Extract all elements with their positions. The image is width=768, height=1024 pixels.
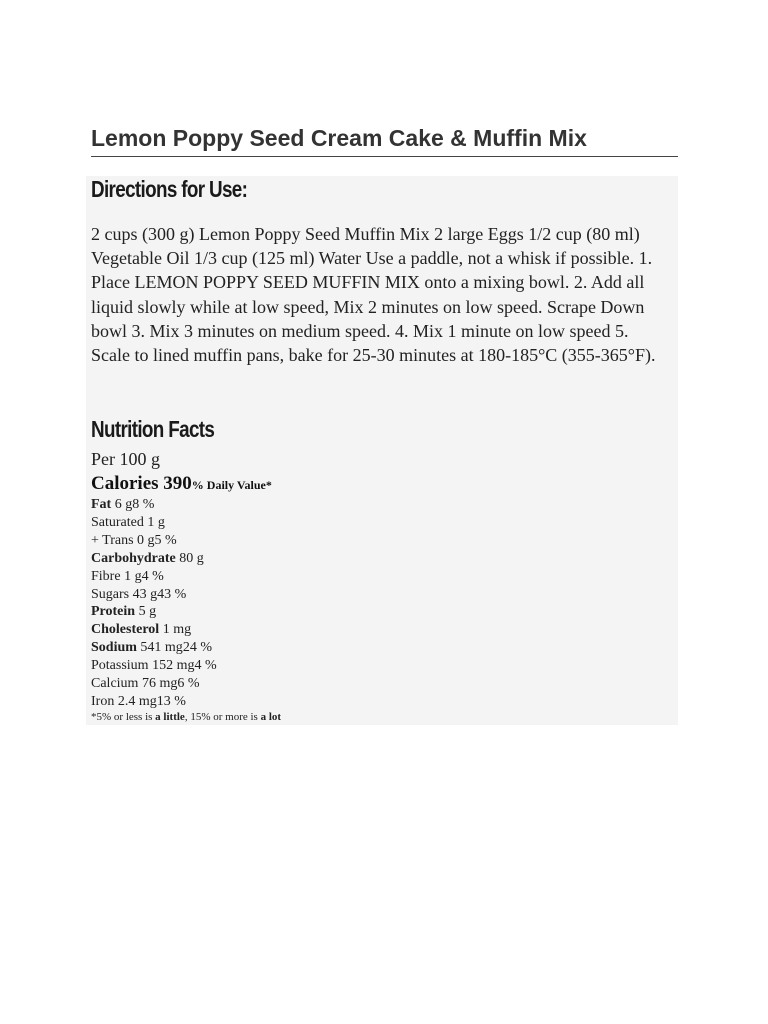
nutrient-dv: 6 % <box>177 676 200 692</box>
nutrient-row <box>91 621 217 639</box>
nutrient-label: Sugars <box>91 586 130 602</box>
nutrient-label: Calcium <box>91 676 139 692</box>
nutrient-amount: 1 g <box>120 568 142 584</box>
nutrient-amount: 5 g <box>135 604 157 620</box>
nutrient-label: Carbohydrate <box>91 550 176 566</box>
nutrient-row <box>91 603 217 621</box>
nutrient-amount: 0 g <box>133 532 155 548</box>
footnote <box>91 711 281 723</box>
nutrition-heading: Nutrition Facts <box>91 416 215 442</box>
nutrient-amount: 43 g <box>129 586 158 602</box>
nutrient-row <box>91 496 217 514</box>
nutrient-amount: 1 mg <box>159 622 192 638</box>
footnote-prefix: *5% or less is <box>91 711 156 723</box>
nutrient-row <box>91 532 217 550</box>
nutrient-dv: 4 % <box>194 658 217 674</box>
nutrient-amount: 541 mg <box>136 640 183 656</box>
nutrient-row <box>91 639 217 657</box>
calories-row <box>91 473 272 495</box>
page-title: Lemon Poppy Seed Cream Cake & Muffin Mix <box>91 122 678 157</box>
nutrient-row <box>91 657 217 675</box>
nutrient-label: Sodium <box>91 640 137 656</box>
nutrient-dv: 8 % <box>132 497 155 512</box>
nutrient-amount: 76 mg <box>138 676 178 692</box>
footnote-middle: , 15% or more is <box>184 711 261 723</box>
calories-value: Calories 390 <box>91 473 192 494</box>
nutrient-label: Protein <box>91 604 136 620</box>
nutrient-dv: 43 % <box>157 586 187 602</box>
nutrient-label: Potassium <box>91 658 149 674</box>
nutrient-row <box>91 514 217 532</box>
nutrient-amount: 2.4 mg <box>114 693 157 709</box>
nutrient-amount: 152 mg <box>148 658 195 674</box>
nutrient-dv: 13 % <box>156 693 186 709</box>
nutrient-amount: 1 g <box>143 514 165 530</box>
nutrient-row <box>91 586 217 604</box>
nutrient-dv: 4 % <box>141 568 164 584</box>
nutrient-label: Fibre <box>91 568 121 584</box>
footnote-lot: a lot <box>260 711 282 723</box>
serving-size: Per 100 g <box>91 449 160 469</box>
nutrient-label: Fat <box>91 497 112 512</box>
nutrient-dv: 24 % <box>182 640 212 656</box>
nutrient-label: Cholesterol <box>91 622 160 638</box>
daily-value-label: % Daily Value* <box>191 478 272 492</box>
nutrient-amount: 6 g <box>111 497 133 512</box>
directions-text: 2 cups (300 g) Lemon Poppy Seed Muffin Mix 2 large Eggs 1/2 cup (80 ml) Vegetable Oil 1/3 cup (125 ml) Water Use a paddle, not a whisk if possible. 1. Place LEMON POPPY SEED MUFFIN MIX onto a mixing bowl. 2. Add all liquid slowly while at low speed, Mix 2 minutes on low speed. Scrape Down bowl 3. Mix 3 minutes on medium speed. 4. Mix 1 minute on low speed 5. Scale to lined muffin pans, bake for 25-30 minutes at 180-185°C (355-365°F). <box>91 224 656 366</box>
nutrient-amount: 80 g <box>175 550 204 566</box>
directions-heading: Directions for Use: <box>91 176 248 202</box>
nutrient-row <box>91 568 217 586</box>
nutrient-row <box>91 693 217 711</box>
nutrient-label: Saturated <box>91 514 144 530</box>
nutrient-list <box>91 496 217 711</box>
nutrient-dv: 5 % <box>154 532 177 548</box>
nutrient-label: + Trans <box>91 532 134 548</box>
nutrient-row <box>91 550 217 568</box>
nutrient-row <box>91 675 217 693</box>
footnote-little: a little <box>155 711 185 723</box>
nutrient-label: Iron <box>91 693 115 709</box>
